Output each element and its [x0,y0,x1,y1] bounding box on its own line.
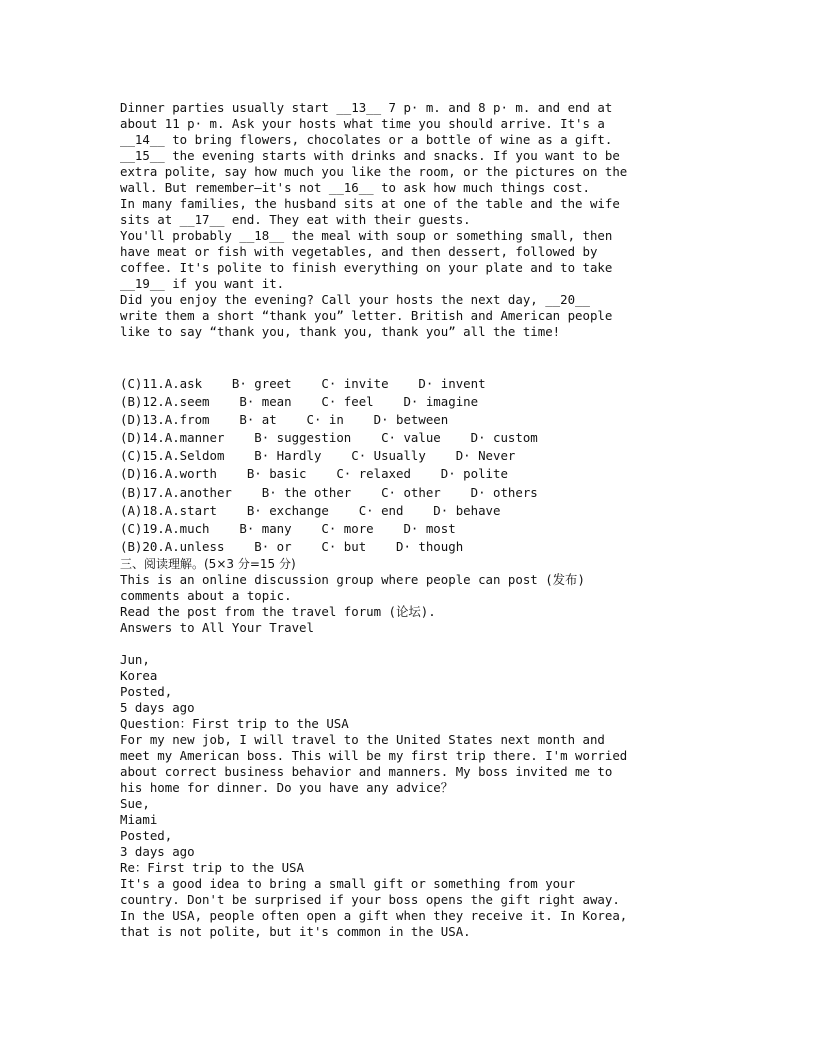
reading-line: meet my American boss. This will be my first trip there. I'm worried [120,748,628,763]
reading-line: In the USA, people often open a gift when they receive it. In Korea, [120,908,628,923]
reading-line: that is not polite, but it's common in the USA. [120,924,471,939]
option-row: (B)12.A.seem B· mean C· feel D· imagine [120,394,479,410]
reading-line [120,636,720,652]
option-row: (A)18.A.start B· exchange C· end D· behave [120,502,501,518]
cloze-passage [120,100,720,340]
reading-line: Posted, [120,828,173,843]
reading-line: country. Don't be surprised if your boss opens the gift right away. [120,892,620,907]
reading-line: Sue, [120,796,150,811]
reading-section [120,556,720,940]
option-row: (D)14.A.manner B· suggestion C· value D· custom [120,430,538,446]
reading-line: Korea [120,668,158,683]
reading-line: his home for dinner. Do you have any advice？ [120,780,454,795]
reading-line: Question：First trip to the USA [120,716,349,731]
passage-line: In many families, the husband sits at one of the table and the wife [120,196,620,211]
passage-line: __19__ if you want it. [120,276,285,291]
reading-line: Answers to All Your Travel [120,620,314,635]
passage-line: You'll probably __18__ the meal with soup or something small, then [120,228,613,243]
reading-line: Re：First trip to the USA [120,860,304,875]
passage-line: like to say “thank you, thank you, thank you” all the time! [120,324,561,339]
section-heading: 三、阅读理解。(5×3 分=15 分) [120,557,296,571]
passage-line: __14__ to bring flowers, chocolates or a bottle of wine as a gift. [120,132,613,147]
option-row: (B)17.A.another B· the other C· other D· others [120,484,538,500]
passage-line: Dinner parties usually start __13__ 7 p· m. and 8 p· m. and end at [120,100,613,115]
reading-line: This is an online discussion group where people can post (发布) [120,572,585,587]
reading-line: 3 days ago [120,844,195,859]
passage-line: Did you enjoy the evening? Call your hosts the next day, __20__ [120,292,590,307]
option-row: (B)20.A.unless B· or C· but D· though [120,538,464,554]
passage-line: have meat or fish with vegetables, and then dessert, followed by [120,244,598,259]
passage-line: write them a short “thank you” letter. British and American people [120,308,613,323]
passage-line: coffee. It's polite to finish everything on your plate and to take [120,260,613,275]
passage-line: __15__ the evening starts with drinks and snacks. If you want to be [120,148,620,163]
reading-line: Posted, [120,684,173,699]
passage-line: wall. But remember—it's not __16__ to ask how much things cost. [120,180,590,195]
reading-line: 5 days ago [120,700,195,715]
reading-line: It's a good idea to bring a small gift or something from your [120,876,576,891]
reading-line: comments about a topic. [120,588,292,603]
reading-line: about correct business behavior and manners. My boss invited me to [120,764,613,779]
option-row: (D)13.A.from B· at C· in D· between [120,412,449,428]
passage-line: about 11 p· m. Ask your hosts what time you should arrive. It's a [120,116,605,131]
reading-line: Jun, [120,652,150,667]
passage-line: extra polite, say how much you like the room, or the pictures on the [120,164,628,179]
reading-line: Miami [120,812,158,827]
reading-line: For my new job, I will travel to the United States next month and [120,732,605,747]
option-row: (C)11.A.ask B· greet C· invite D· invent [120,376,486,391]
passage-line: sits at __17__ end. They eat with their guests. [120,212,471,227]
option-row: (D)16.A.worth B· basic C· relaxed D· polite [120,466,508,482]
answer-options [120,375,720,556]
reading-line: Read the post from the travel forum (论坛). [120,604,436,619]
option-row: (C)15.A.Seldom B· Hardly C· Usually D· Never [120,448,516,464]
option-row: (C)19.A.much B· many C· more D· most [120,520,456,536]
